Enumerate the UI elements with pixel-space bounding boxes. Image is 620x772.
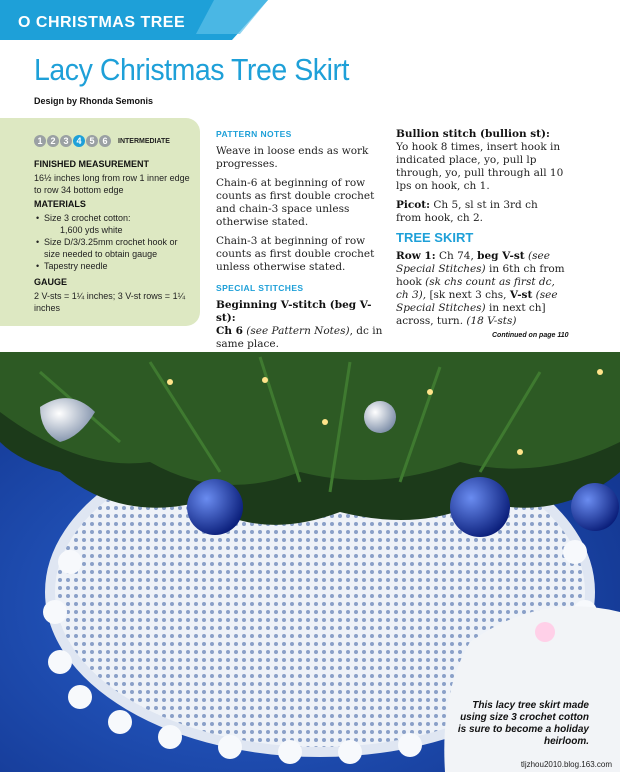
finished-measurement-text: 16½ inches long from row 1 inner edge to row 34 bottom edge (34, 173, 190, 195)
gauge-heading: GAUGE (34, 277, 68, 287)
continued-note: Continued on page 110 (492, 332, 569, 339)
picot-definition (396, 199, 566, 225)
pattern-note-1: Weave in loose ends as work progresses. (216, 145, 369, 170)
row-1-label: Row 1: (396, 250, 436, 262)
skill-level-label: INTERMEDIATE (118, 137, 170, 145)
gauge-text: 2 V-sts = 1¼ inches; 3 V-st rows = 1¼ inches (34, 291, 186, 313)
gauge-section (34, 276, 190, 314)
row-1-note: (sk chs count as first dc, ch 3), (396, 276, 555, 301)
picot-text: Ch 5, sl st in 3rd ch from hook, ch 2. (396, 199, 538, 224)
bullion-stitch-name: Bullion stitch (bullion st): (396, 128, 550, 140)
row-1-ref-a: (see Special Stitches) (396, 250, 550, 275)
materials-subitem: 1,600 yds white (60, 225, 123, 235)
level-6: 6 (99, 135, 111, 147)
beg-v-stitch-ch: Ch 6 (216, 325, 243, 337)
instructions-column (396, 128, 566, 334)
footer-watermark: tljzhou2010.blog.163.com (520, 760, 612, 769)
photo-caption: This lacy tree skirt made using size 3 crochet cotton is sure to become a holiday heirloom. (457, 700, 589, 747)
level-5: 5 (86, 135, 98, 147)
level-3: 3 (60, 135, 72, 147)
materials-item: • Tapestry needle (44, 260, 190, 272)
row-1-text-i: in next ch] across, turn. (396, 302, 546, 327)
row-1-beg-v-st: beg V-st (477, 250, 525, 262)
special-stitches-heading: SPECIAL STITCHES (216, 283, 304, 293)
level-1: 1 (34, 135, 46, 147)
pattern-note-2: Chain-6 at beginning of row counts as first double crochet and chain-3 space unless otherwise stated. (216, 177, 375, 228)
materials-item: • Size D/3/3.25mm crochet hook or size needed to obtain gauge (44, 236, 190, 260)
bullion-stitch-text: Yo hook 8 times, insert hook in indicated place, yo, pull lp through, yo, pull through all 10 lps on hook, ch 1. (396, 141, 564, 192)
level-4-current: 4 (73, 135, 85, 147)
row-1-v-st: V-st (509, 289, 533, 301)
page-title: Lacy Christmas Tree Skirt (34, 52, 349, 87)
row-1-text-d: in 6th ch from hook (396, 263, 565, 288)
section-banner-text: O CHRISTMAS TREE (18, 14, 186, 31)
row-1-text-f: [sk next 3 chs, (426, 289, 510, 301)
beg-v-stitch-name: Beginning V-stitch (beg V-st): (216, 299, 372, 324)
pattern-notes-column (216, 128, 386, 389)
tree-skirt-heading: TREE SKIRT (396, 230, 474, 245)
finished-measurement-section (34, 158, 190, 196)
row-1-count: (18 V-sts) (466, 315, 517, 327)
skill-level-indicator (34, 135, 170, 147)
materials-list (34, 212, 190, 272)
picot-name: Picot: (396, 199, 431, 211)
beg-v-stitch-ref: (see Pattern Notes) (246, 325, 350, 337)
level-2: 2 (47, 135, 59, 147)
row-1-instructions (396, 250, 566, 328)
materials-item: • Size 3 crochet cotton: (44, 212, 190, 224)
beg-v-stitch-rest: , dc in same place. (216, 325, 383, 350)
beg-v-stitch-definition (216, 299, 386, 351)
pattern-note-3: Chain-3 at beginning of row counts as first double crochet unless otherwise stated. (216, 235, 375, 273)
row-1-text-a: Ch 74, (435, 250, 478, 262)
materials-section (34, 198, 190, 272)
finished-measurement-heading: FINISHED MEASUREMENT (34, 159, 150, 169)
materials-heading: MATERIALS (34, 199, 86, 209)
bullion-stitch-definition (396, 128, 566, 193)
pattern-notes-heading: PATTERN NOTES (216, 129, 292, 139)
row-1-ref-b: (see Special Stitches) (396, 289, 558, 314)
byline: Design by Rhonda Semonis (34, 96, 154, 106)
